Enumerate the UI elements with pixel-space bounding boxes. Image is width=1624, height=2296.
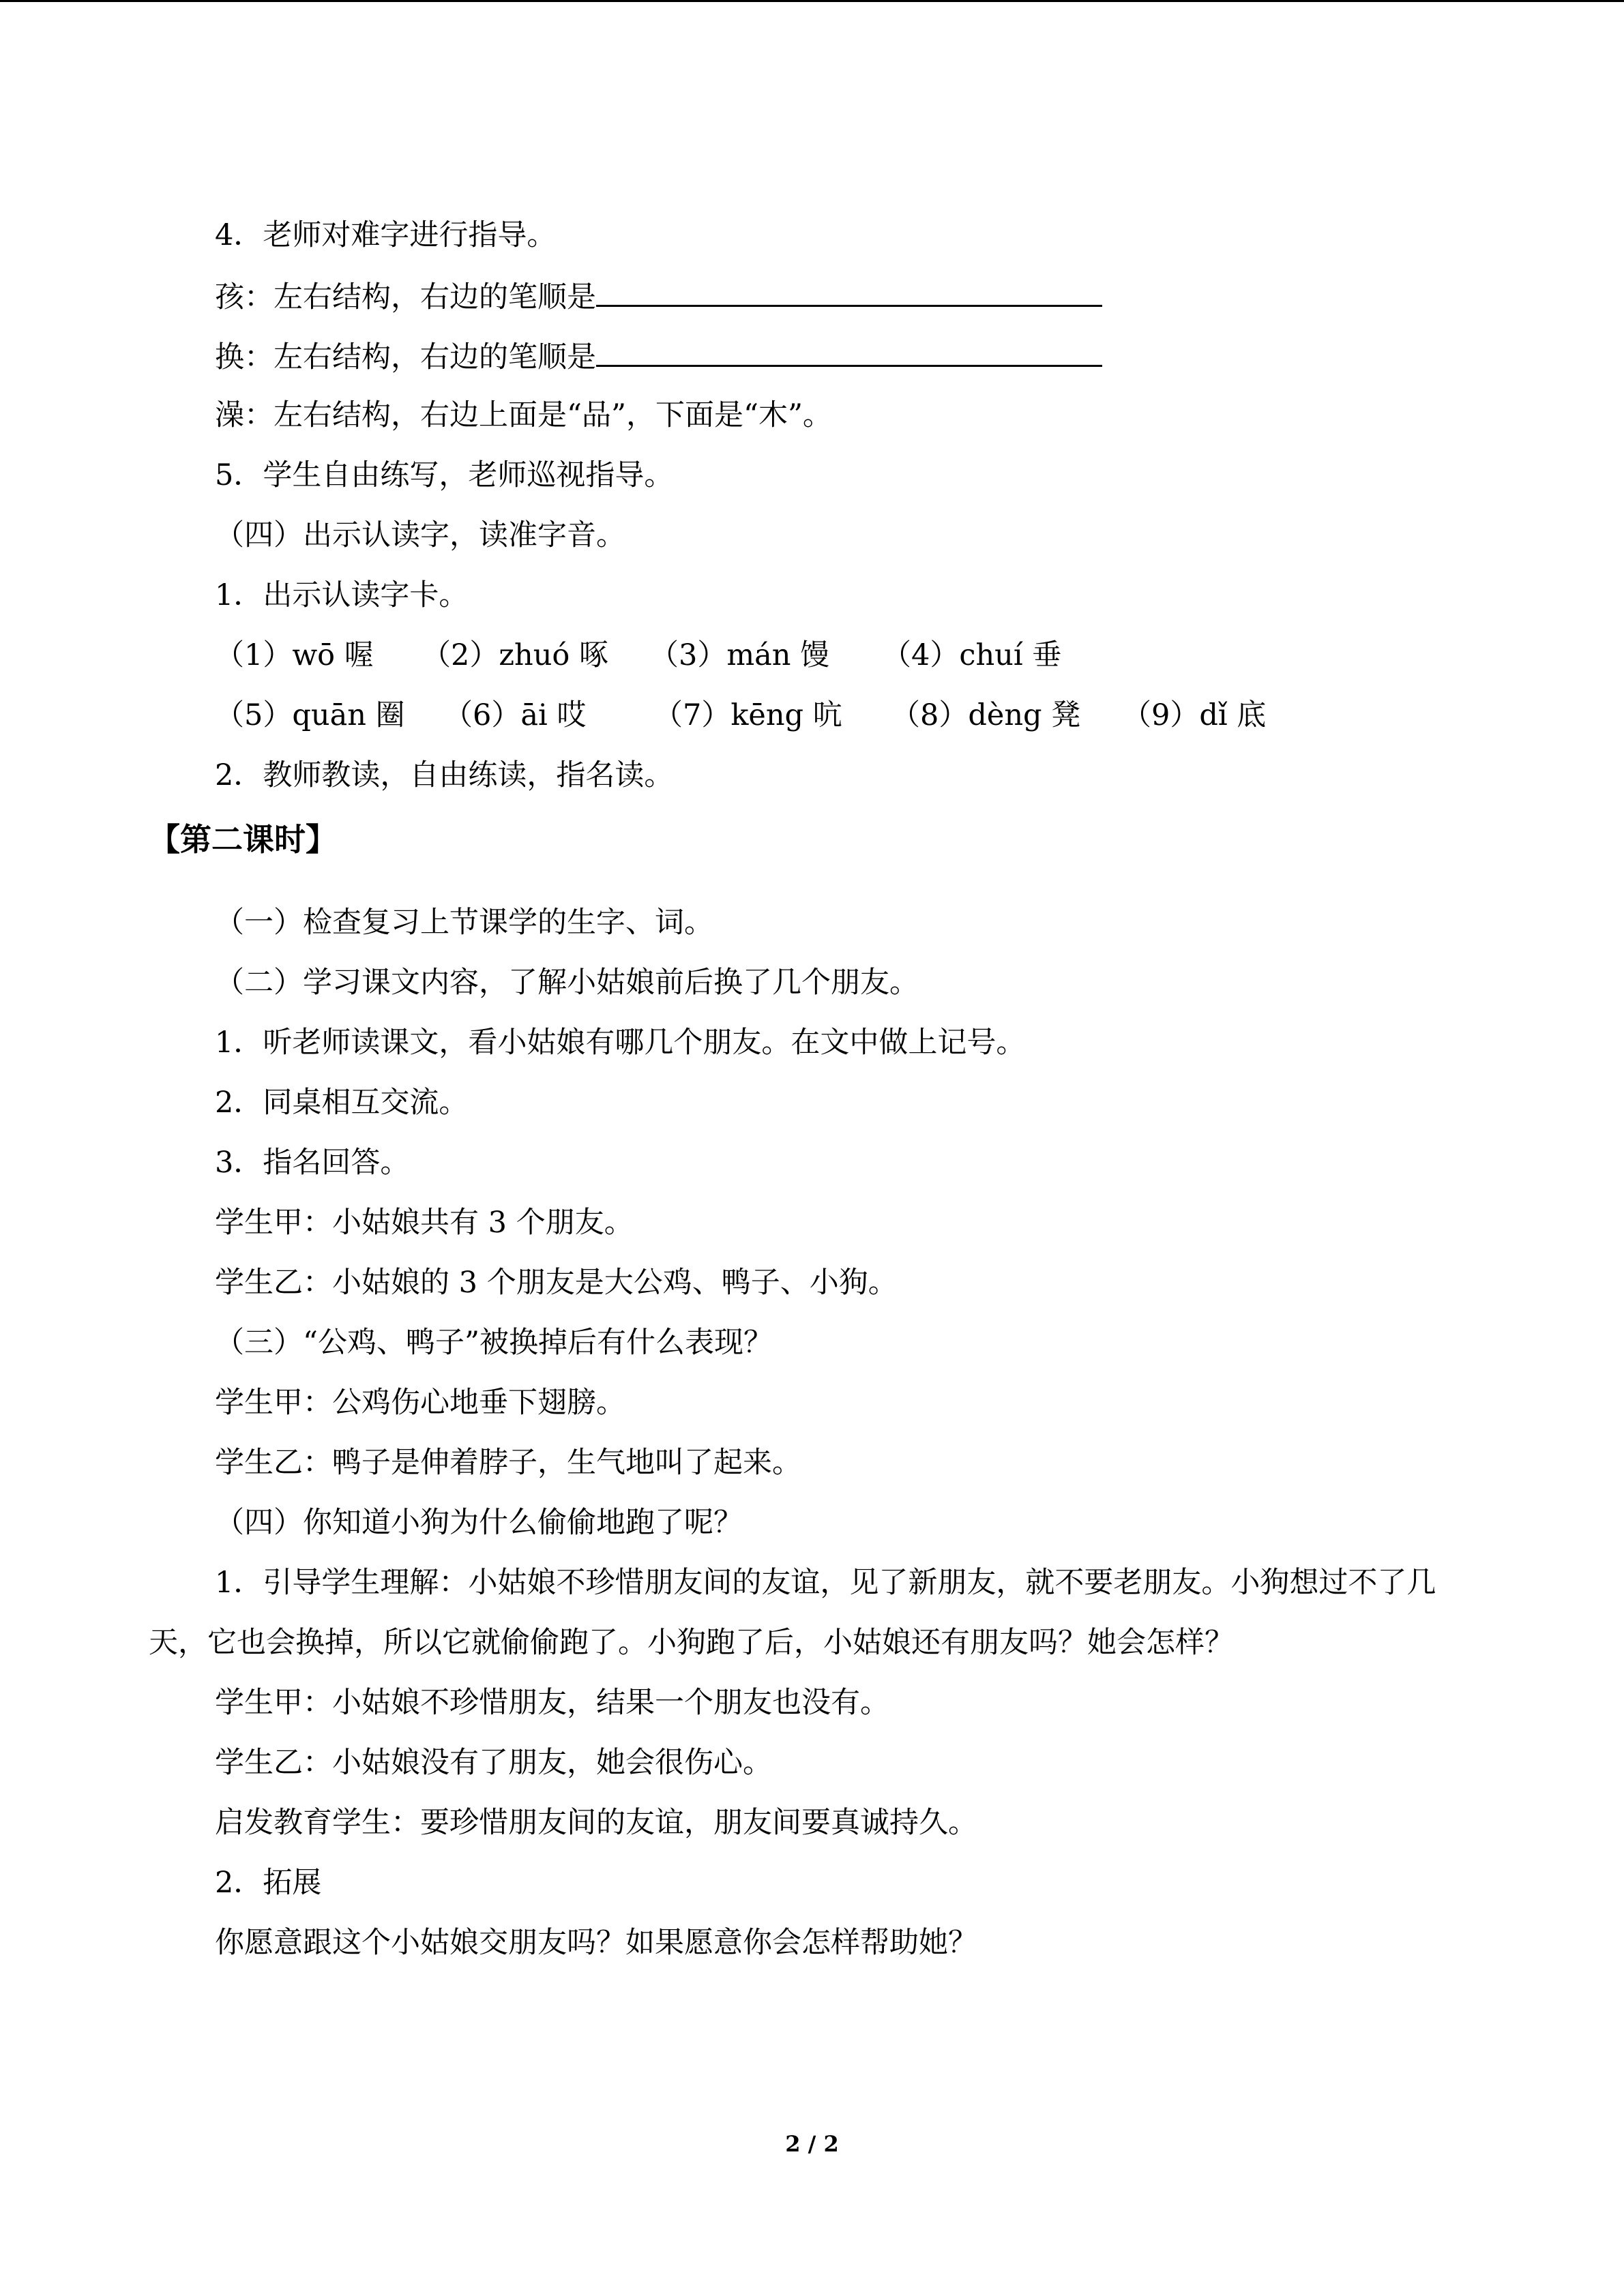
reading-char-item: （1）wō 喔 xyxy=(215,638,374,672)
page-number: 2 / 2 xyxy=(785,2131,839,2157)
reading-char-item: （7）kēng 吭 xyxy=(653,698,842,732)
huan-stroke-label: 换：左右结构，右边的笔顺是 xyxy=(215,340,596,374)
paragraph-extension: 2．拓展 xyxy=(215,1866,322,1900)
paragraph-student-b-1: 学生乙：小姑娘的 3 个朋友是大公鸡、鸭子、小狗。 xyxy=(215,1266,898,1300)
hai-stroke-label: 孩：左右结构，右边的笔顺是 xyxy=(215,280,596,314)
paragraph-answer: 3．指名回答。 xyxy=(215,1146,410,1180)
paragraph-student-b-2: 学生乙：鸭子是伸着脖子，生气地叫了起来。 xyxy=(215,1446,801,1480)
paragraph-show-reading-chars: （四）出示认读字，读准字音。 xyxy=(215,518,625,552)
reading-char-item: （2）zhuó 啄 xyxy=(422,638,608,672)
huan-stroke-blank[interactable] xyxy=(596,335,1102,367)
paragraph-teacher-reads: 2．教师教读，自由练读，指名读。 xyxy=(215,758,674,792)
reading-char-item: （5）quān 圈 xyxy=(215,698,405,732)
section-title-second-lesson: 【第二课时】 xyxy=(149,821,337,858)
paragraph-difficult-chars: 4．老师对难字进行指导。 xyxy=(215,218,557,252)
paragraph-desk-mates: 2．同桌相互交流。 xyxy=(215,1086,469,1120)
reading-char-item: （6）āi 哎 xyxy=(443,698,587,732)
paragraph-review: （一）检查复习上节课学的生字、词。 xyxy=(215,906,713,940)
paragraph-puppy-question: （四）你知道小狗为什么偷偷地跑了呢？ xyxy=(215,1506,743,1540)
paragraph-friend-question: 你愿意跟这个小姑娘交朋友吗？如果愿意你会怎样帮助她？ xyxy=(215,1926,977,1960)
reading-char-item: （9）dǐ 底 xyxy=(1122,698,1267,732)
hai-stroke-blank[interactable] xyxy=(596,275,1102,307)
paragraph-learn-text: （二）学习课文内容，了解小姑娘前后换了几个朋友。 xyxy=(215,966,919,1000)
paragraph-show-cards: 1．出示认读字卡。 xyxy=(215,578,469,612)
paragraph-listen-teacher: 1．听老师读课文，看小姑娘有哪几个朋友。在文中做上记号。 xyxy=(215,1026,1026,1060)
paragraph-rooster-duck: （三）“公鸡、鸭子”被换掉后有什么表现？ xyxy=(215,1326,773,1360)
reading-char-item: （4）chuí 垂 xyxy=(882,638,1062,672)
paragraph-hai-stroke xyxy=(215,275,1102,318)
reading-char-item: （3）mán 馒 xyxy=(649,638,830,672)
paragraph-student-a-3: 学生甲：小姑娘不珍惜朋友，结果一个朋友也没有。 xyxy=(215,1686,889,1720)
reading-char-item: （8）dèng 凳 xyxy=(891,698,1081,732)
paragraph-huan-stroke xyxy=(215,335,1102,378)
paragraph-zao-structure: 澡：左右结构，右边上面是“品”，下面是“木”。 xyxy=(215,398,832,432)
paragraph-guide-understanding: 1．引导学生理解：小姑娘不珍惜朋友间的友谊，见了新朋友，就不要老朋友。小狗想过不了几天，它也会换掉，所以它就偷偷跑了。小狗跑了后，小姑娘还有朋友吗？她会怎样？ xyxy=(149,1566,1436,1660)
paragraph-free-practice: 5．学生自由练写，老师巡视指导。 xyxy=(215,458,674,492)
paragraph-student-b-3: 学生乙：小姑娘没有了朋友，她会很伤心。 xyxy=(215,1746,772,1780)
paragraph-student-a-2: 学生甲：公鸡伤心地垂下翅膀。 xyxy=(215,1386,625,1420)
paragraph-inspire-education: 启发教育学生：要珍惜朋友间的友谊，朋友间要真诚持久。 xyxy=(215,1806,977,1840)
paragraph-student-a-1: 学生甲：小姑娘共有 3 个朋友。 xyxy=(215,1206,634,1240)
